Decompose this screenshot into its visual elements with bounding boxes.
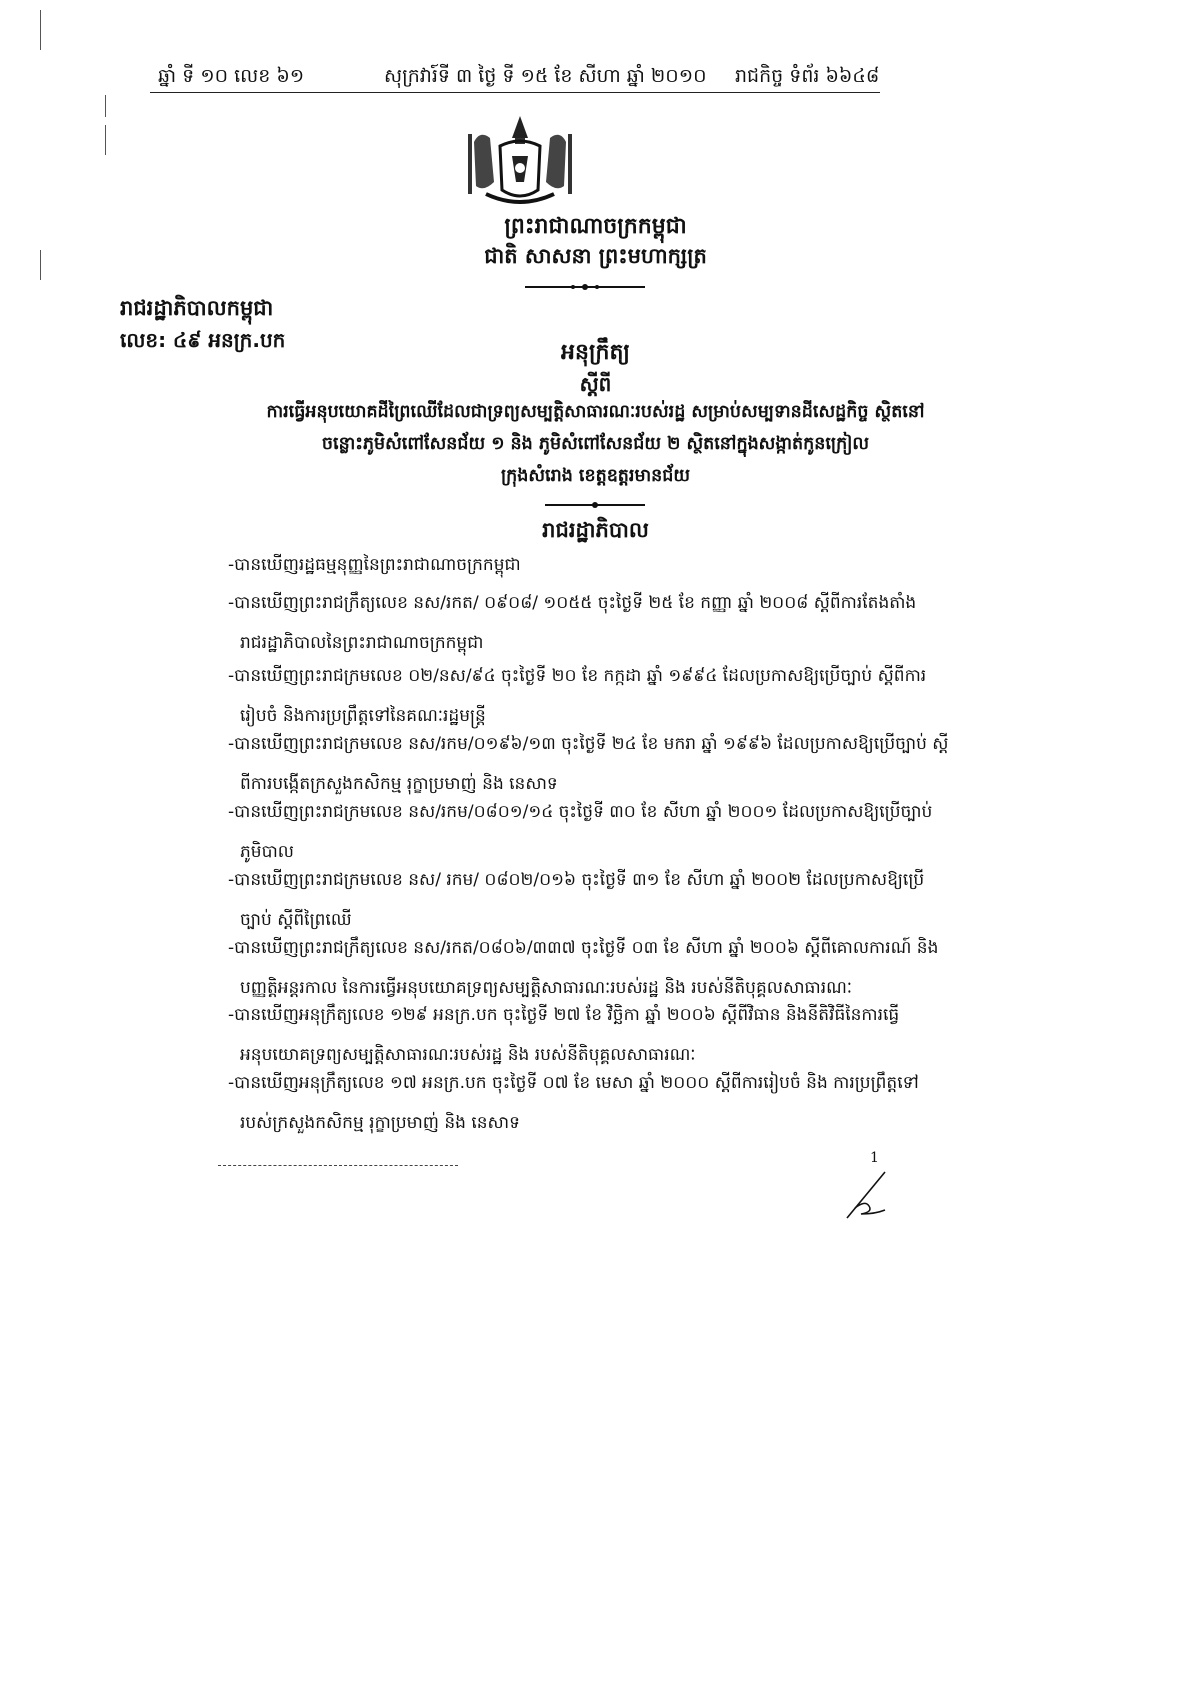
gazette-date: សុក្រវារ៍ទី ៣ ថ្ងៃ ទី ១៥ ខែ សីហា ឆ្នាំ ២០១០ xyxy=(384,65,707,87)
scan-artifact-line xyxy=(105,125,106,155)
scan-artifact-line xyxy=(40,10,41,50)
consideration-text-continued: បញ្ញត្តិអន្តរកាល នៃការធ្វើអនុបយោគទ្រព្យសម្បត្តិសាធារណៈរបស់រដ្ឋ និង របស់នីតិបុគ្គលសាធារណៈ xyxy=(240,978,853,998)
title-line: ក្រុងសំរោង ខេត្តឧត្តរមានជ័យ xyxy=(500,466,691,486)
consideration-text: -បានឃើញព្រះរាជក្រមលេខ នស/រកម/០៨០១/១៤ ចុះថ្ងៃទី ៣០ ខែ សីហា ឆ្នាំ ២០០១ ដែលប្រកាសឱ្យប្រើច្បាប់ xyxy=(228,802,933,822)
consideration-text: -បានឃើញអនុក្រឹត្យលេខ ១៧ អនក្រ.បក ចុះថ្ងៃទី ០៧ ខែ មេសា ឆ្នាំ ២០០០ ស្តីពីការរៀបចំ និង ការប្រព្រឹត្តទៅ xyxy=(228,1073,919,1093)
ornament-divider xyxy=(545,500,645,510)
consideration-text-continued: របស់ក្រសួងកសិកម្ម រុក្ខាប្រមាញ់ និង នេសាទ xyxy=(240,1113,520,1133)
gazette-page: រាជកិច្ច ទំព័រ ៦៦៤៨ xyxy=(735,65,880,87)
consideration-text-continued: រាជរដ្ឋាភិបាលនៃព្រះរាជាណាចក្រកម្ពុជា xyxy=(240,633,484,653)
consideration-item xyxy=(228,545,878,585)
decree-number: លេខ: ៤៩ អនក្រ.បក xyxy=(120,328,286,352)
ornament-divider xyxy=(525,282,645,292)
header-rule xyxy=(150,92,880,93)
consideration-text: -បានឃើញព្រះរាជក្រមលេខ នស/រកម/០១៩៦/១៣ ចុះថ្ងៃទី ២៤ ខែ មករា ឆ្នាំ ១៩៩៦ ដែលប្រកាសឱ្យប្រើច្បាប់ ស្តី xyxy=(228,734,949,754)
royal-coat-of-arms xyxy=(460,112,580,212)
scan-artifact-line xyxy=(105,95,106,117)
consideration-text: -បានឃើញរដ្ឋធម្មនុញ្ញនៃព្រះរាជាណាចក្រកម្ពុជា xyxy=(228,555,521,575)
consideration-item xyxy=(228,583,917,663)
consideration-text-continued: អនុបយោគទ្រព្យសម្បត្តិសាធារណៈរបស់រដ្ឋ និង របស់នីតិបុគ្គលសាធារណៈ xyxy=(240,1045,696,1065)
document-type: អនុក្រឹត្យ xyxy=(561,340,630,365)
kingdom-name: ព្រះរាជាណាចក្រកម្ពុជា xyxy=(504,214,687,239)
footer-rule xyxy=(218,1165,458,1167)
consideration-item xyxy=(228,1063,919,1143)
consideration-text: -បានឃើញព្រះរាជក្រមលេខ ០២/នស/៩៤ ចុះថ្ងៃទី ២០ ខែ កក្កដា ឆ្នាំ ១៩៩៤ ដែលប្រកាសឱ្យប្រើច្បាប់ ស្តីពីការ xyxy=(228,666,927,686)
title-line: ចន្លោះភូមិសំពៅសែនជ័យ ១ និង ភូមិសំពៅសែនជ័យ ២ ស្ថិតនៅក្នុងសង្កាត់កូនក្រៀល xyxy=(321,434,870,454)
consideration-text: -បានឃើញព្រះរាជក្រឹត្យលេខ នស/រកត/០៨០៦/៣៣៧ ចុះថ្ងៃទី ០៣ ខែ សីហា ឆ្នាំ ២០០៦ ស្តីពីគោលការណ៍ និង xyxy=(228,938,939,958)
initials-signature xyxy=(835,1170,895,1222)
issuer-name: រាជរដ្ឋាភិបាលកម្ពុជា xyxy=(120,296,274,320)
consideration-text: -បានឃើញអនុក្រឹត្យលេខ ១២៩ អនក្រ.បក ចុះថ្ងៃទី ២៧ ខែ វិច្ឆិកា ឆ្នាំ ២០០៦ ស្តីពីវិធាន និងនីតិវិធីនៃការធ្វើ xyxy=(228,1005,900,1025)
consideration-text-continued: រៀបចំ និងការប្រព្រឹត្តទៅនៃគណៈរដ្ឋមន្ត្រី xyxy=(240,706,486,726)
consideration-text-continued: ភូមិបាល xyxy=(240,842,294,862)
kingdom-motto: ជាតិ សាសនា ព្រះមហាក្សត្រ xyxy=(484,244,707,268)
title-line: ការធ្វើអនុបយោគដីព្រៃឈើដែលជាទ្រព្យសម្បត្តិសាធារណៈរបស់រដ្ឋ សម្រាប់សម្បទានដីសេដ្ឋកិច្ច ស្ថិតនៅ xyxy=(266,402,925,422)
consideration-text-continued: ពីការបង្កើតក្រសួងកសិកម្ម រុក្ខាប្រមាញ់ និង នេសាទ xyxy=(240,774,558,794)
document-about: ស្តីពី xyxy=(579,372,612,396)
government-heading: រាជរដ្ឋាភិបាល xyxy=(542,518,649,542)
gazette-issue: ឆ្នាំ ទី ១០ លេខ ៦១ xyxy=(158,65,305,87)
consideration-text: -បានឃើញព្រះរាជក្រមលេខ នស/ រកម/ ០៨០២/០១៦ ចុះថ្ងៃទី ៣១ ខែ សីហា ឆ្នាំ ២០០២ ដែលប្រកាសឱ្យប្រើ xyxy=(228,870,925,890)
consideration-text-continued: ច្បាប់ ស្តីពីព្រៃឈើ xyxy=(240,910,352,930)
page-number: 1 xyxy=(870,1150,879,1166)
consideration-text: -បានឃើញព្រះរាជក្រឹត្យលេខ នស/រកត/ ០៩០៨/ ១០៥៥ ចុះថ្ងៃទី ២៥ ខែ កញ្ញា ឆ្នាំ ២០០៨ ស្តីពីការតែងតាំង xyxy=(228,593,917,613)
